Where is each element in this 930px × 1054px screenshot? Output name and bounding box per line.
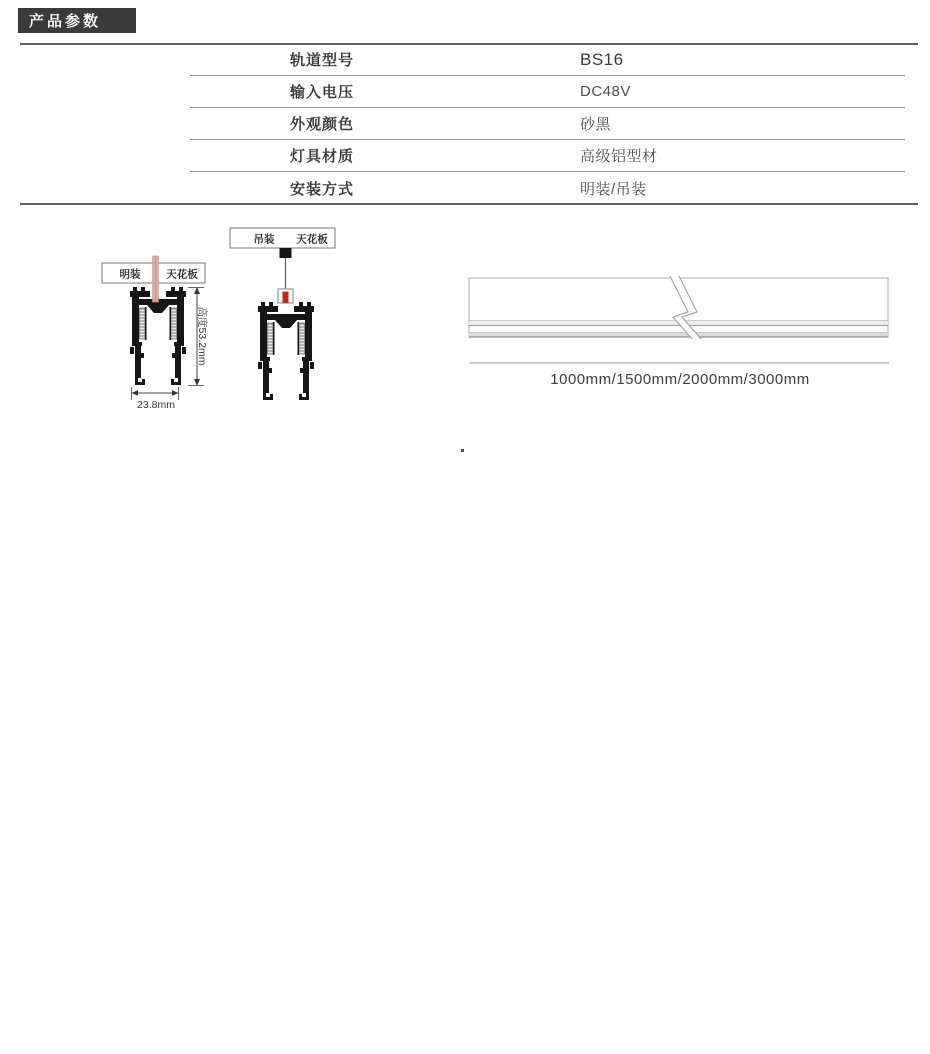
suspended-diagram [230,228,335,400]
width-dimension-label: 23.8mm [137,399,175,411]
spec-value: BS16 [580,49,624,69]
spec-label: 输入电压 [290,84,355,101]
table-bottom-rule [20,203,918,205]
break-symbol [670,276,701,339]
spec-table [190,44,905,204]
spec-row [190,108,905,140]
spec-label: 灯具材质 [290,148,355,165]
spec-value: 高级铝型材 [580,148,658,165]
suspension-connector [278,289,293,303]
ceiling-label: 天花板 [166,268,198,281]
section-title: 产品参数 [29,13,102,30]
surface-mount-label: 明装 [119,268,141,281]
height-dimension-label: 高度53.2mm [196,306,208,366]
suspended-mount-label: 吊装 [253,233,275,246]
spec-row [190,76,905,108]
spec-row [190,44,905,76]
ceiling-anchor-block [280,248,292,258]
spec-label: 外观颜色 [290,116,355,133]
ceiling-label: 天花板 [296,233,328,246]
stray-dot [461,449,464,452]
long-track-drawing [460,270,910,390]
spec-label: 安装方式 [290,180,355,198]
track-length-options: 1000mm/1500mm/2000mm/3000mm [550,371,810,388]
track-cross-section [258,302,314,400]
spec-row [190,140,905,172]
mounting-diagrams [85,225,345,417]
mounting-screw [153,256,159,302]
spec-label: 轨道型号 [290,52,355,69]
surface-mount-diagram [102,256,209,411]
spec-value: 砂黑 [580,116,612,133]
spec-value: 明装/吊装 [580,180,647,198]
spec-row [190,172,905,204]
spec-value: DC48V [580,83,631,100]
section-title-badge [18,8,136,33]
